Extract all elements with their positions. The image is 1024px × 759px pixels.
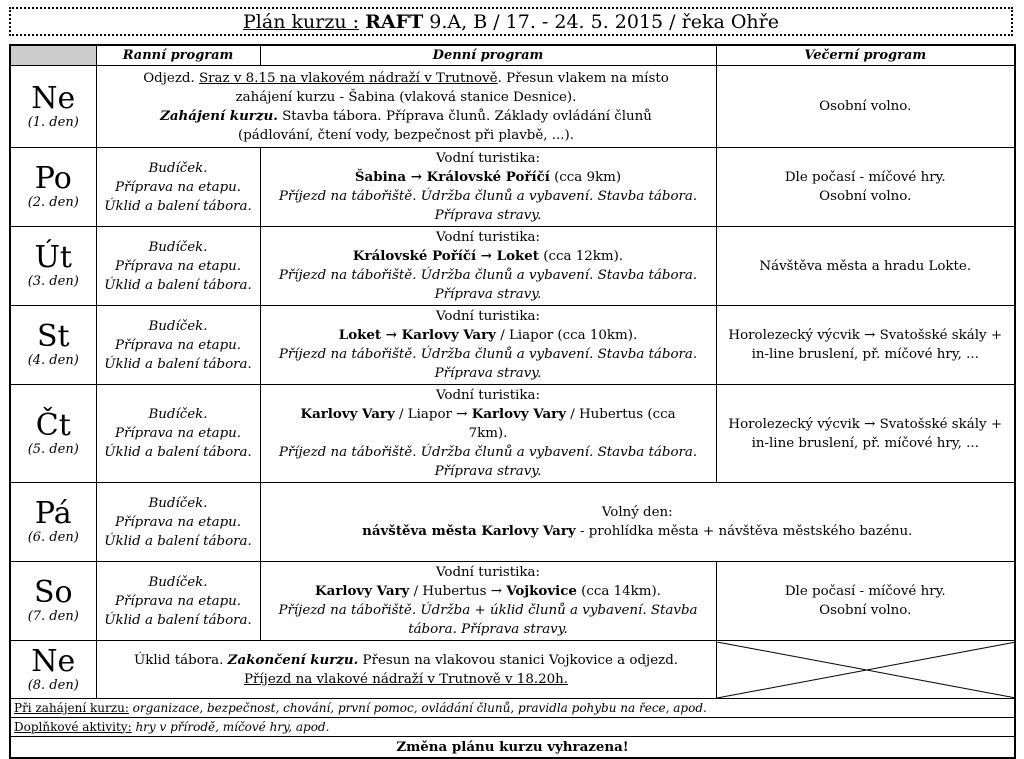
text: Budíček. bbox=[148, 160, 208, 176]
text: Příjezd na vlakové nádraží v Trutnově v 18.20h. bbox=[243, 671, 569, 687]
text: Příprava na etapu. bbox=[114, 337, 242, 353]
text: Úklid a balení tábora. bbox=[104, 533, 252, 549]
text: / Liapor (cca 10km). bbox=[495, 328, 638, 343]
text: . Přesun vlakem na místo bbox=[497, 70, 669, 86]
table-row bbox=[10, 483, 1015, 562]
text: Příprava stravy. bbox=[434, 366, 542, 381]
text: Úklid a balení tábora. bbox=[104, 356, 252, 372]
day-number: (2. den) bbox=[27, 195, 79, 210]
text: in-line bruslení, př. míčové hry, ... bbox=[751, 435, 979, 451]
text: Královské Poříčí → Loket bbox=[352, 248, 539, 264]
text: Příprava stravy. bbox=[434, 208, 542, 223]
combined-program bbox=[96, 641, 716, 699]
text: Karlovy Vary bbox=[315, 583, 410, 599]
morning-program bbox=[96, 385, 260, 483]
day-cell bbox=[10, 385, 96, 483]
morning-program bbox=[96, 562, 260, 641]
day-number: (8. den) bbox=[27, 677, 79, 693]
header-morning: Ranní program bbox=[96, 45, 260, 66]
text: Příprava na etapu. bbox=[114, 514, 242, 530]
evening-program bbox=[716, 306, 1015, 385]
text: Volný den: bbox=[601, 505, 673, 520]
change-notice: Změna plánu kurzu vyhrazena! bbox=[10, 737, 1015, 759]
text: Vodní turistika: bbox=[435, 388, 541, 403]
day-cell bbox=[10, 641, 96, 699]
text: návštěva města Karlovy Vary bbox=[362, 523, 576, 539]
text: organizace, bezpečnost, chování, první pomoc, ovládání člunů, pravidla pohybu na řece, apod. bbox=[128, 700, 707, 715]
crossed-out-cell bbox=[716, 641, 1015, 699]
text: 7km). bbox=[468, 426, 508, 441]
day-cell bbox=[10, 66, 96, 148]
day-number: (5. den) bbox=[27, 441, 79, 457]
text: (cca 14km). bbox=[576, 584, 661, 599]
text: Horolezecký výcvik → Svatošské skály + bbox=[728, 416, 1003, 432]
evening-program bbox=[716, 227, 1015, 306]
text: Příjezd na tábořiště. Údržba člunů a vybavení. Stavba tábora. bbox=[278, 445, 698, 460]
table-row bbox=[10, 227, 1015, 306]
text: Úklid a balení tábora. bbox=[104, 445, 252, 460]
text: Příprava na etapu. bbox=[114, 593, 242, 609]
day-abbr: Út bbox=[34, 240, 72, 275]
text: Budíček. bbox=[148, 318, 208, 334]
text: (cca 9km) bbox=[549, 170, 622, 185]
footer-row bbox=[10, 718, 1015, 737]
morning-program bbox=[96, 306, 260, 385]
text: Příprava stravy. bbox=[434, 287, 542, 302]
text: Úklid a balení tábora. bbox=[104, 198, 252, 214]
text: Osobní volno. bbox=[819, 189, 912, 204]
day-abbr: Ne bbox=[31, 643, 76, 679]
text: / Hubertus → bbox=[409, 584, 507, 599]
text: (cca 12km). bbox=[539, 249, 624, 264]
text: Úklid a balení tábora. bbox=[104, 277, 252, 293]
combined-program bbox=[96, 66, 716, 148]
text: Budíček. bbox=[148, 407, 208, 422]
text: Stavba tábora. Příprava člunů. Základy ovládání člunů bbox=[277, 108, 652, 124]
day-program bbox=[260, 562, 716, 641]
text: Příprava stravy. bbox=[434, 464, 542, 479]
morning-program bbox=[96, 483, 260, 562]
day-abbr: Po bbox=[34, 161, 72, 196]
text: Vodní turistika: bbox=[435, 565, 541, 580]
free-day-program bbox=[260, 483, 1015, 562]
evening-program bbox=[716, 562, 1015, 641]
text: Loket → Karlovy Vary bbox=[338, 327, 496, 343]
day-number: (1. den) bbox=[27, 114, 79, 130]
text: Karlovy Vary bbox=[471, 406, 566, 422]
text: Osobní volno. bbox=[819, 603, 912, 618]
evening-program bbox=[716, 66, 1015, 148]
title-rest: 9.A, B / 17. - 24. 5. 2015 / řeka Ohře bbox=[429, 11, 779, 33]
text: Odjezd. bbox=[143, 70, 195, 86]
text: tábora. Příprava stravy. bbox=[408, 622, 568, 637]
day-cell bbox=[10, 483, 96, 562]
morning-program bbox=[96, 148, 260, 227]
text: Budíček. bbox=[148, 495, 208, 511]
text: Příjezd na tábořiště. Údržba člunů a vybavení. Stavba tábora. bbox=[278, 189, 698, 204]
day-number: (3. den) bbox=[27, 274, 79, 289]
text: Dle počasí - míčové hry. bbox=[784, 170, 946, 185]
text: Úklid a balení tábora. bbox=[104, 612, 252, 628]
text: Příprava na etapu. bbox=[114, 258, 242, 274]
footer-extra-activities bbox=[10, 718, 1015, 737]
text: Sraz v 8.15 na vlakovém nádraží v Trutnově bbox=[198, 70, 498, 86]
day-abbr: Pá bbox=[34, 496, 72, 531]
day-program bbox=[260, 306, 716, 385]
header-row bbox=[10, 45, 1015, 66]
table-row bbox=[10, 385, 1015, 483]
text: Osobní volno. bbox=[819, 99, 912, 114]
title-prefix: Plán kurzu : bbox=[243, 11, 360, 33]
text: - prohlídka města + návštěva městského bazénu. bbox=[575, 524, 913, 539]
day-abbr: So bbox=[33, 575, 73, 610]
header-corner bbox=[10, 45, 96, 66]
text: Příjezd na tábořiště. Údržba + úklid člunů a vybavení. Stavba bbox=[278, 603, 698, 618]
text: Zakončení kurzu. bbox=[227, 651, 359, 668]
text: Šabina → Královské Poříčí bbox=[354, 169, 550, 185]
table-row bbox=[10, 66, 1015, 148]
page-title bbox=[9, 7, 1013, 36]
footer-label: Při zahájení kurzu: bbox=[14, 700, 129, 715]
text: (pádlování, čtení vody, bezpečnost při plavbě, ...). bbox=[237, 127, 575, 143]
footer-label: Doplňkové aktivity: bbox=[14, 719, 132, 734]
day-cell bbox=[10, 148, 96, 227]
text: Návštěva města a hradu Lokte. bbox=[759, 258, 972, 274]
header-day: Denní program bbox=[260, 45, 716, 66]
title-raft: RAFT bbox=[365, 11, 424, 33]
day-abbr: St bbox=[36, 319, 70, 354]
text: Vodní turistika: bbox=[435, 309, 541, 324]
schedule-table bbox=[9, 44, 1016, 759]
text: Dle počasí - míčové hry. bbox=[784, 584, 946, 599]
text: Vojkovice bbox=[506, 583, 577, 599]
footer-start-info bbox=[10, 699, 1015, 718]
day-number: (4. den) bbox=[27, 353, 79, 368]
table-row bbox=[10, 641, 1015, 699]
text: Budíček. bbox=[148, 574, 208, 590]
footer-row bbox=[10, 737, 1015, 759]
day-cell bbox=[10, 562, 96, 641]
text: hry v přírodě, míčové hry, apod. bbox=[131, 719, 330, 734]
text: in-line bruslení, př. míčové hry, ... bbox=[751, 347, 979, 362]
table-row bbox=[10, 148, 1015, 227]
text: Vodní turistika: bbox=[435, 151, 541, 166]
day-program bbox=[260, 148, 716, 227]
day-program bbox=[260, 227, 716, 306]
day-abbr: Čt bbox=[35, 407, 71, 443]
text: Příprava na etapu. bbox=[114, 426, 242, 441]
text: / Hubertus (cca bbox=[565, 407, 676, 422]
day-abbr: Ne bbox=[31, 80, 76, 116]
text: Příprava na etapu. bbox=[114, 179, 242, 195]
text: / Liapor → bbox=[394, 407, 472, 422]
text: Přesun na vlakovou stanici Vojkovice a odjezd. bbox=[358, 652, 679, 668]
text: Úklid tábora. bbox=[133, 652, 228, 668]
text: Příjezd na tábořiště. Údržba člunů a vybavení. Stavba tábora. bbox=[278, 347, 698, 362]
day-number: (6. den) bbox=[27, 530, 79, 545]
table-row bbox=[10, 562, 1015, 641]
evening-program bbox=[716, 385, 1015, 483]
text: Příjezd na tábořiště. Údržba člunů a vybavení. Stavba tábora. bbox=[278, 268, 698, 283]
day-program bbox=[260, 385, 716, 483]
day-cell bbox=[10, 227, 96, 306]
text: Vodní turistika: bbox=[435, 230, 541, 245]
cross-mark bbox=[717, 642, 1016, 698]
text: Zahájení kurzu. bbox=[160, 107, 278, 124]
evening-program bbox=[716, 148, 1015, 227]
text: Horolezecký výcvik → Svatošské skály + bbox=[728, 328, 1003, 343]
text: Budíček. bbox=[148, 239, 208, 255]
text: Karlovy Vary bbox=[300, 406, 395, 422]
day-cell bbox=[10, 306, 96, 385]
day-number: (7. den) bbox=[27, 609, 79, 624]
table-row bbox=[10, 306, 1015, 385]
footer-row bbox=[10, 699, 1015, 718]
text: zahájení kurzu - Šabina (vlaková stanice Desnice). bbox=[235, 89, 577, 105]
header-evening: Večerní program bbox=[716, 45, 1015, 66]
morning-program bbox=[96, 227, 260, 306]
